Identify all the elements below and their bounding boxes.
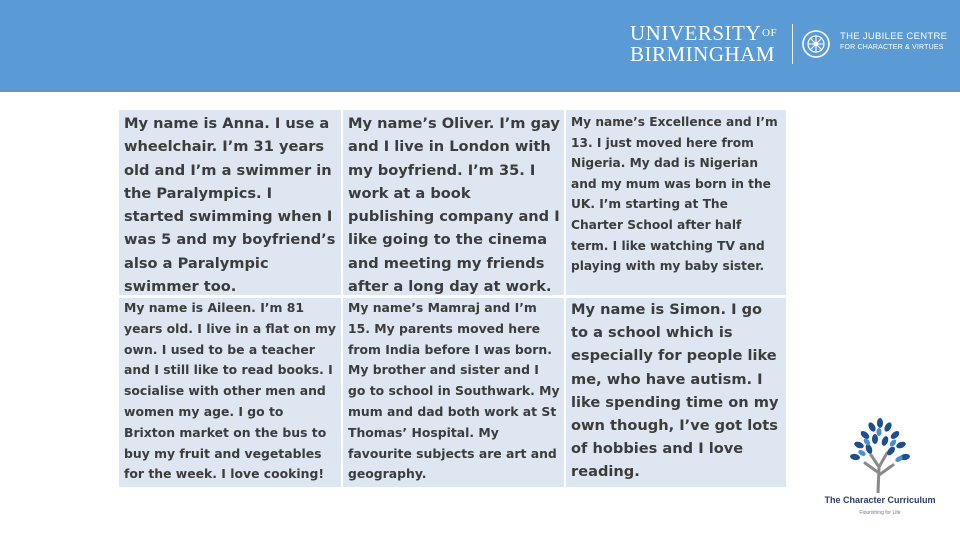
card-aileen: My name is Aileen. I’m 81 years old. I live in a flat on my own. I used to be a teacher and I still like to read books. I socialise with other men and women my age. I go to Brixton market on the bus to buy my fruit and vegetables for the week. I love cooking! bbox=[119, 298, 343, 490]
card-excellence: My name’s Excellence and I’m 13. I just moved here from Nigeria. My dad is Nigerian and my mum was born in the UK. I’m starting at The Charter School after half term. I like watching TV and playing with my baby sister. bbox=[566, 110, 788, 298]
tree-icon bbox=[845, 415, 915, 493]
character-cards-grid bbox=[119, 110, 788, 490]
logo-divider bbox=[792, 24, 793, 64]
card-simon: My name is Simon. I go to a school which is especially for people like me, who have autism. I like spending time on my own though, I’ve got lots of hobbies and I love reading. bbox=[566, 298, 788, 490]
character-curriculum-logo bbox=[820, 415, 940, 527]
jubilee-line1: THE JUBILEE CENTRE bbox=[840, 31, 948, 42]
character-curriculum-title: The Character Curriculum bbox=[824, 495, 936, 505]
card-mamraj: My name’s Mamraj and I’m 15. My parents moved here from India before I was born. My brother and sister and I go to school in Southwark. My mum and dad both work at St Thomas’ Hospital. My favourite subjects are art and geography. bbox=[343, 298, 566, 490]
card-anna: My name is Anna. I use a wheelchair. I’m 31 years old and I’m a swimmer in the Paralympics. I started swimming when I was 5 and my boyfriend’s also a Paralympic swimmer too. bbox=[119, 110, 343, 298]
header-bar bbox=[0, 0, 960, 92]
jubilee-crest-icon bbox=[801, 29, 831, 59]
jubilee-line2: FOR CHARACTER & VIRTUES bbox=[840, 44, 944, 51]
jubilee-centre-wordmark bbox=[840, 31, 947, 53]
university-name-line2: BIRMINGHAM bbox=[630, 42, 776, 66]
card-oliver: My name’s Oliver. I’m gay and I live in London with my boyfriend. I’m 35. I work at a book publishing company and I like going to the cinema and meeting my friends after a long day at work. bbox=[343, 110, 566, 298]
university-name-of: OF bbox=[762, 27, 778, 39]
university-of-birmingham-logo bbox=[630, 20, 780, 66]
character-curriculum-tagline: Flourishing for Life bbox=[859, 510, 901, 516]
university-name-line1: UNIVERSITY bbox=[630, 21, 761, 45]
